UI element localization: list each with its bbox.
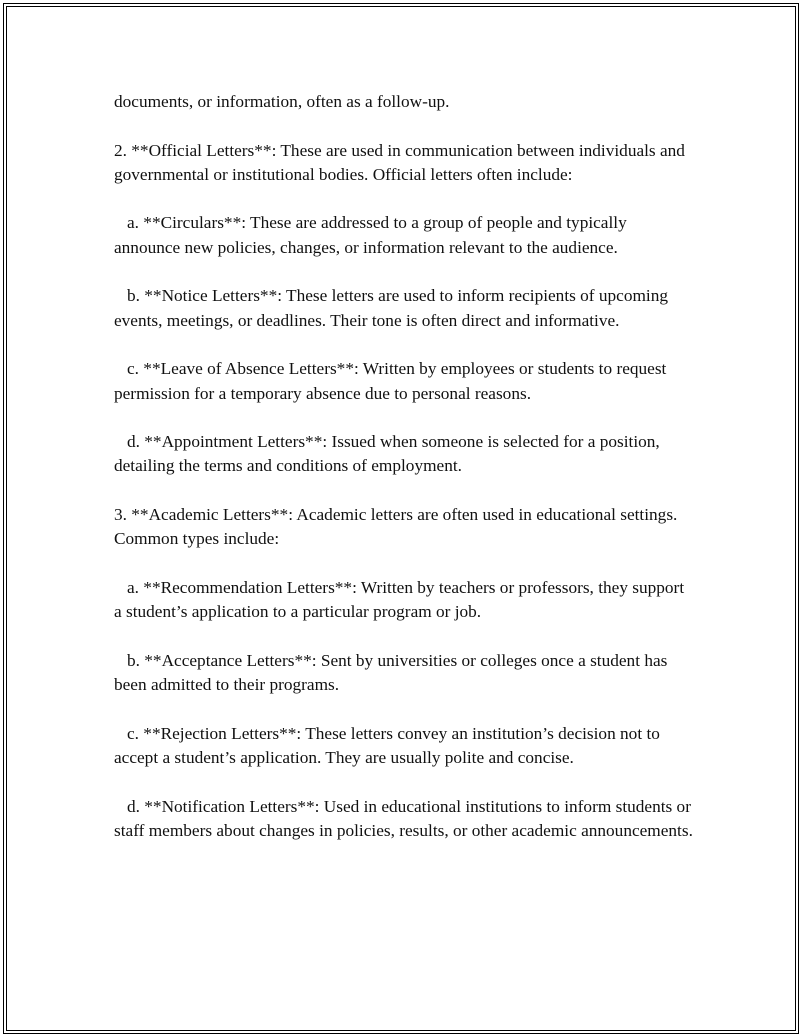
paragraph-recommendation-letters: a. **Recommendation Letters**: Written by teachers or professors, they support a student’s application to a particular program or job. xyxy=(114,577,685,622)
paragraph-acceptance-letters: b. **Acceptance Letters**: Sent by universities or colleges once a student has been admitted to their programs. xyxy=(114,650,668,695)
paragraph-academic-letters: 3. **Academic Letters**: Academic letters are often used in educational settings. Common types include: xyxy=(114,505,678,549)
document-body xyxy=(114,90,694,868)
paragraph-circulars: a. **Circulars**: These are addressed to a group of people and typically announce new policies, changes, or information relevant to the audience. xyxy=(114,213,627,257)
paragraph-rejection-letters: c. **Rejection Letters**: These letters convey an institution’s decision not to accept a student’s application. They are usually polite and concise. xyxy=(114,723,660,768)
paragraph-official-letters: 2. **Official Letters**: These are used in communication between individuals and governmental or institutional bodies. Official letters often include: xyxy=(114,140,685,184)
paragraph-leave-of-absence-letters: c. **Leave of Absence Letters**: Written by employees or students to request permission for a temporary absence due to personal reasons. xyxy=(114,359,667,403)
paragraph-notification-letters: d. **Notification Letters**: Used in educational institutions to inform students or staff members about changes in policies, results, or other academic announcements. xyxy=(114,796,693,840)
paragraph-continuation: documents, or information, often as a follow-up. xyxy=(114,92,450,111)
paragraph-appointment-letters: d. **Appointment Letters**: Issued when someone is selected for a position, detailing the terms and conditions of employment. xyxy=(114,432,660,476)
paragraph-notice-letters: b. **Notice Letters**: These letters are used to inform recipients of upcoming events, meetings, or deadlines. Their tone is often direct and informative. xyxy=(114,286,669,330)
